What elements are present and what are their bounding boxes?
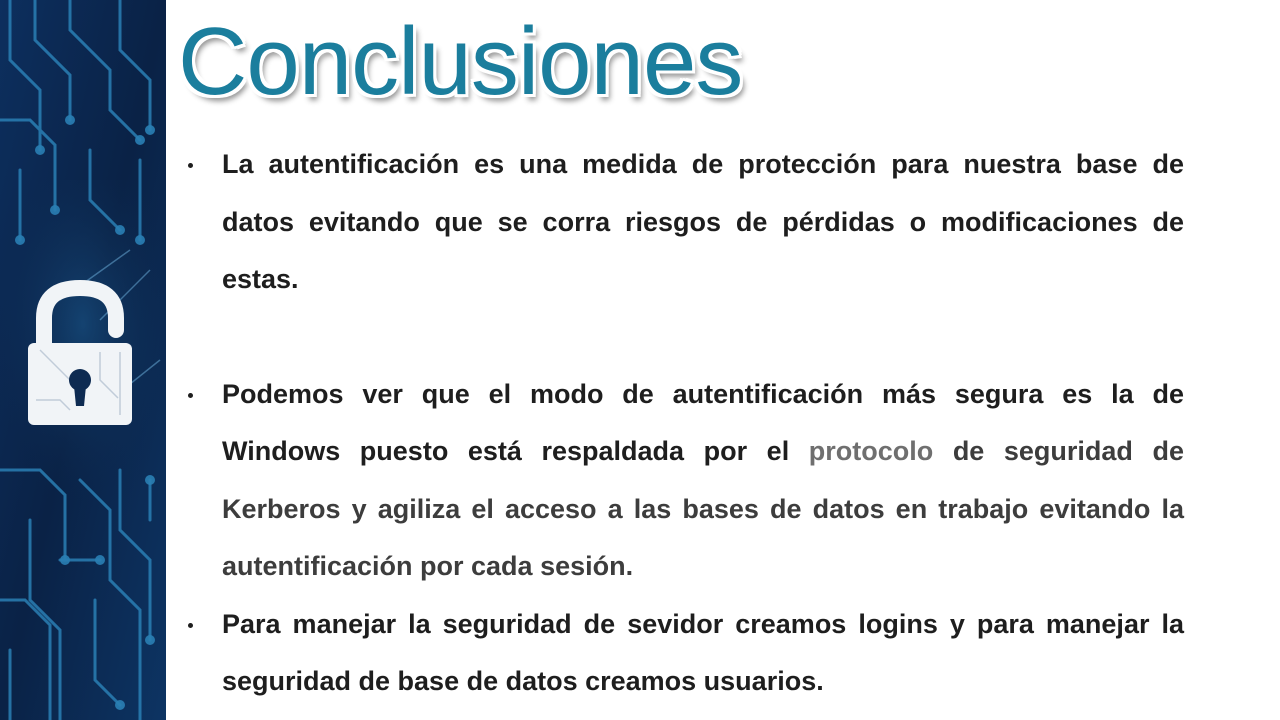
bullet-dot-icon bbox=[188, 623, 193, 628]
bullet-text-part1: Podemos ver que el modo de autentificación más segura es la de Windows puesto está respaldada por el bbox=[222, 378, 1184, 466]
bullet-text: Para manejar la seguridad de sevidor creamos logins y para manejar la seguridad de base de datos creamos usuarios. bbox=[222, 608, 1184, 696]
bullet-dot-icon bbox=[188, 393, 193, 398]
list-item bbox=[186, 366, 1184, 596]
list-item bbox=[186, 596, 1184, 711]
circuit-board-illustration bbox=[0, 0, 166, 720]
bullet-text-part3: de seguridad de Kerberos y agiliza el acceso a las bases de datos en trabajo evitando la autentificación por cada sesión. bbox=[222, 436, 1184, 581]
list-item bbox=[186, 136, 1184, 309]
conclusions-list bbox=[186, 136, 1184, 711]
bullet-text-protocolo: protocolo bbox=[808, 436, 934, 466]
bullet-text: La autentificación es una medida de protección para nuestra base de datos evitando que se corra riesgos de pérdidas o modificaciones de estas. bbox=[222, 149, 1184, 294]
bullet-dot-icon bbox=[188, 163, 193, 168]
slide-title: Conclusiones bbox=[178, 8, 743, 115]
circuit-board-panel bbox=[0, 0, 166, 720]
